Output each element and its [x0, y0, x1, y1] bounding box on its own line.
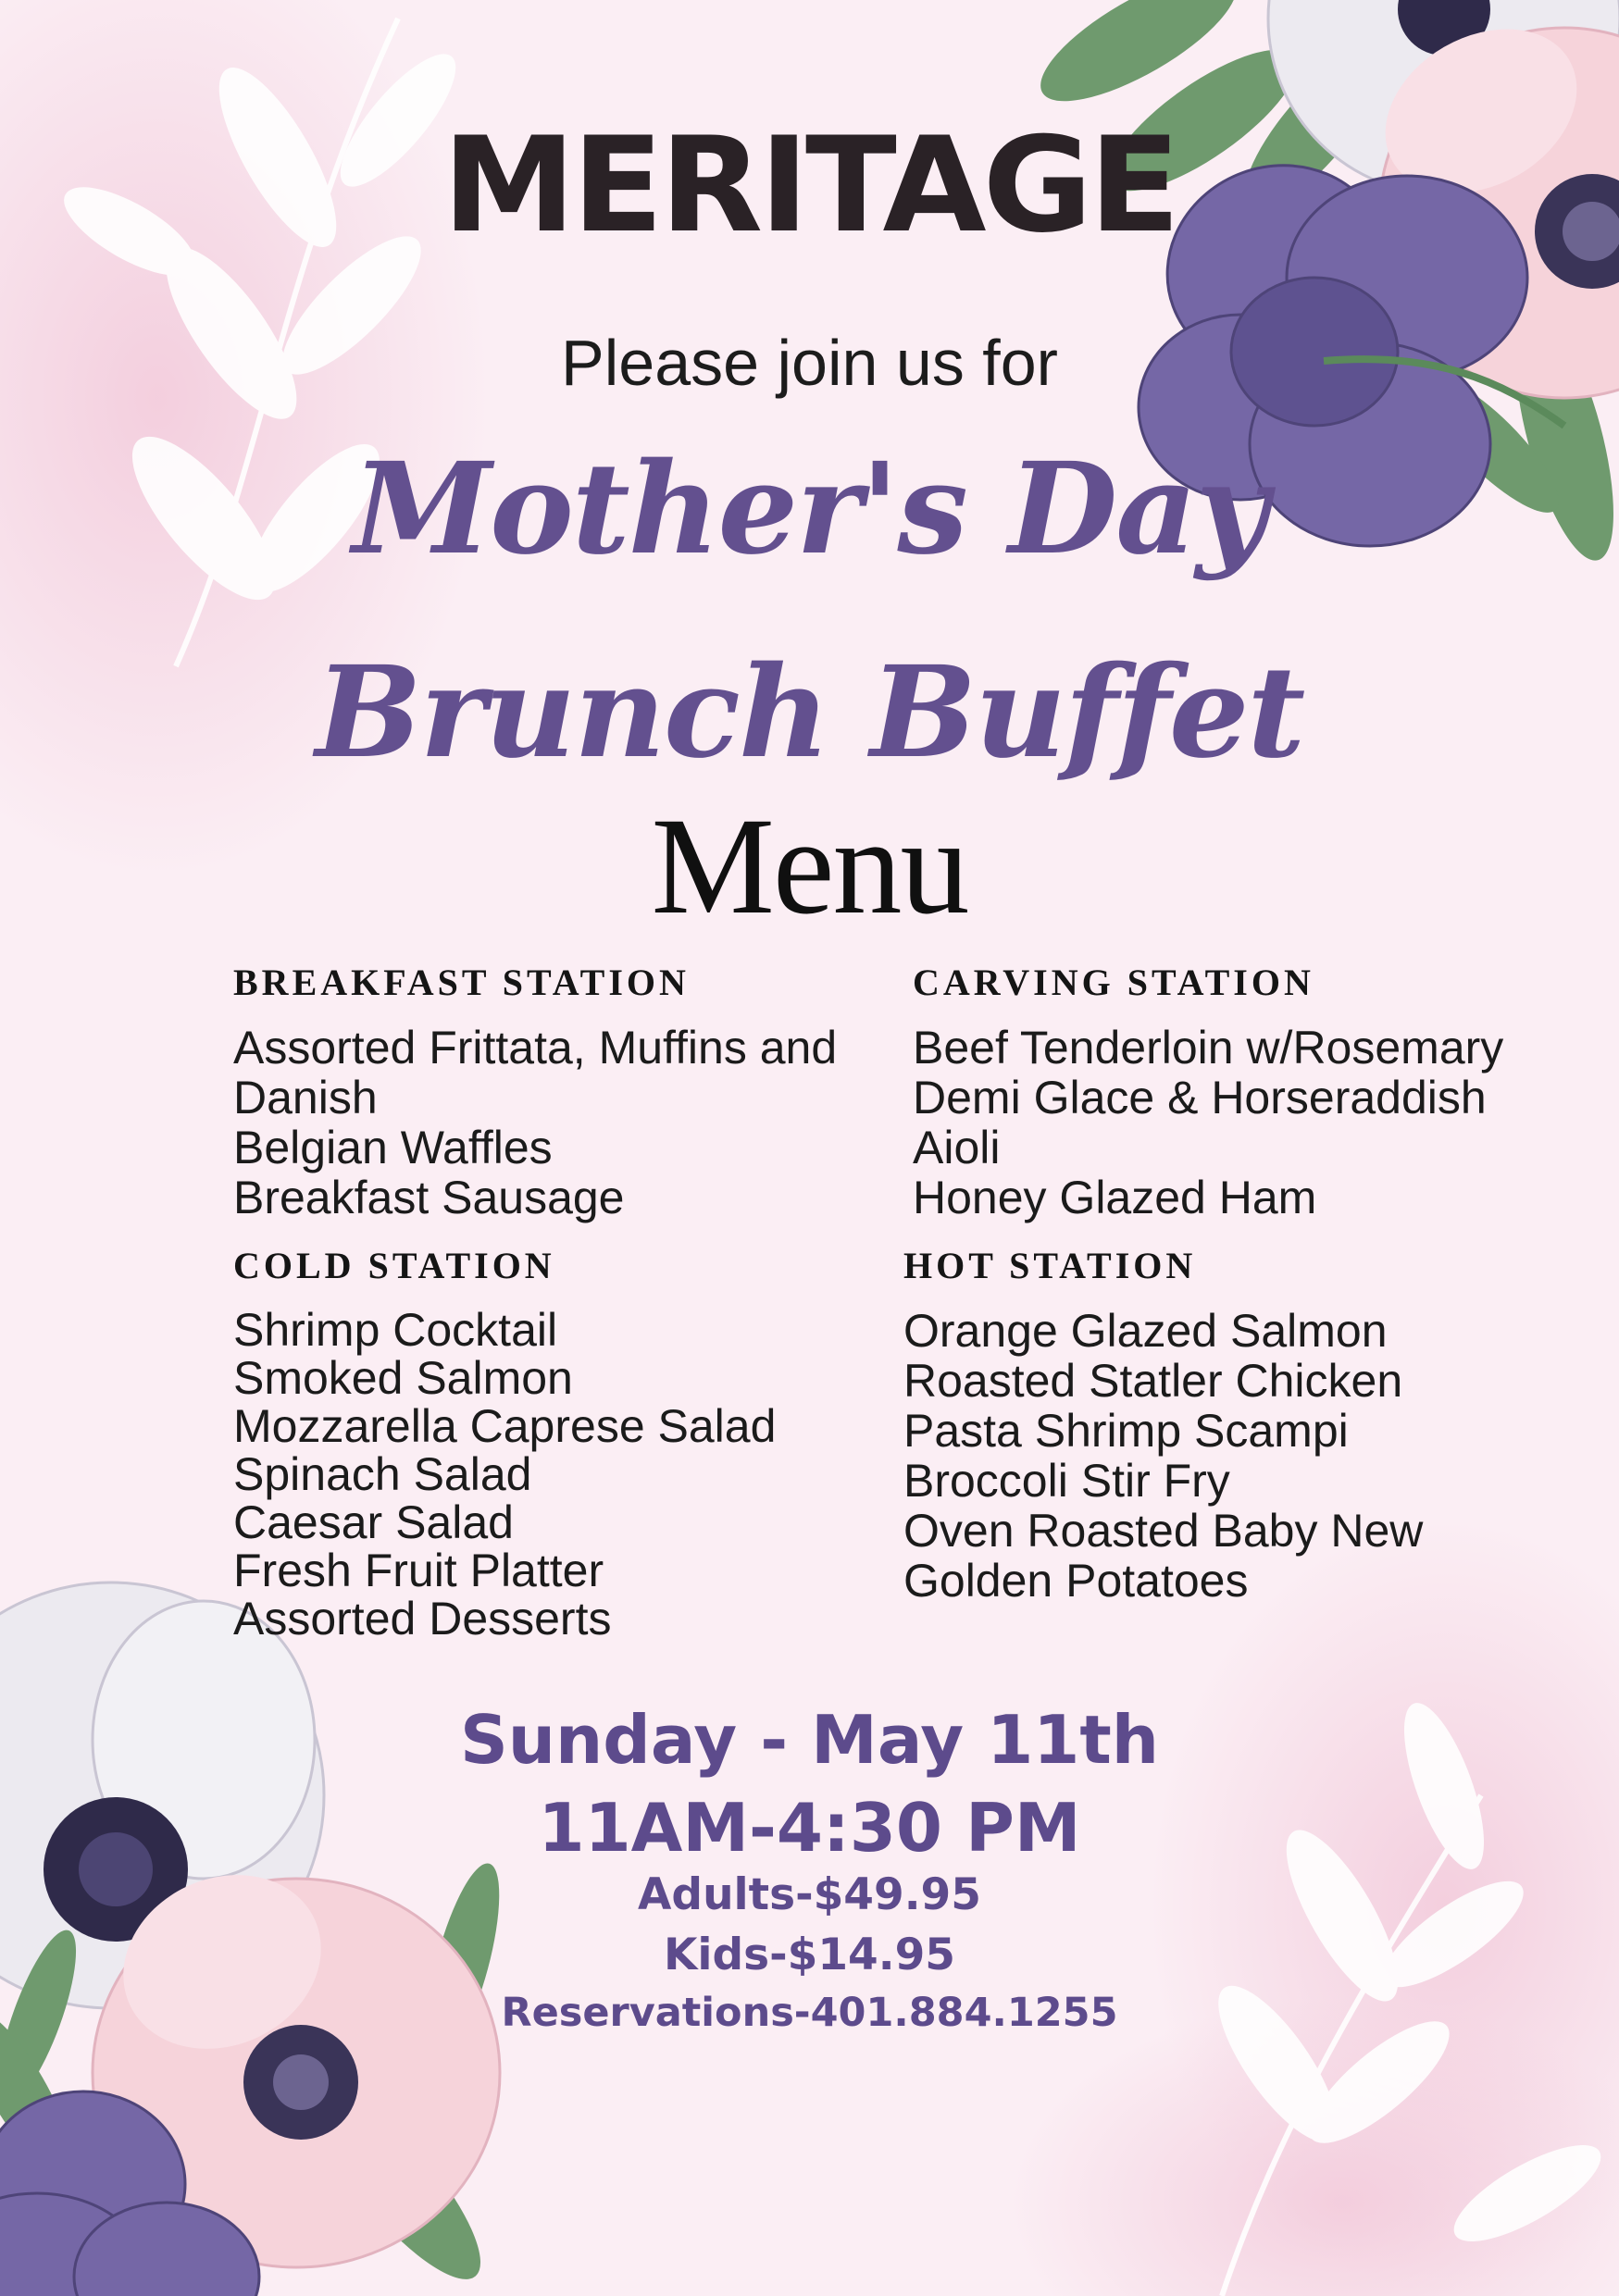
list-item: Demi Glace & Horseraddish	[913, 1072, 1487, 1123]
event-title-line1: Mother's Day	[352, 435, 1267, 583]
kids-price: Kids-$14.95	[663, 1930, 956, 1980]
carving-station	[913, 961, 1503, 1222]
item-list	[903, 1306, 1423, 1606]
item-list	[913, 1023, 1503, 1222]
list-item: Roasted Statler Chicken	[903, 1355, 1403, 1407]
list-item: Assorted Frittata, Muffins and	[233, 1022, 838, 1074]
invite-intro: Please join us for	[561, 327, 1058, 399]
section-title: HOT STATION	[903, 1245, 1197, 1286]
list-item: Mozzarella Caprese Salad	[233, 1400, 777, 1452]
list-item: Oven Roasted Baby New	[903, 1505, 1424, 1557]
item-list	[233, 1023, 837, 1222]
list-item: Smoked Salmon	[233, 1352, 573, 1404]
reservations-phone: Reservations-401.884.1255	[501, 1990, 1118, 2036]
breakfast-station	[233, 961, 837, 1222]
adult-price: Adults-$49.95	[638, 1869, 981, 1920]
list-item: Honey Glazed Ham	[913, 1172, 1317, 1223]
brand-logo: MERITAGE	[442, 109, 1177, 262]
list-item: Belgian Waffles	[233, 1122, 553, 1173]
cold-station	[233, 1244, 776, 1643]
list-item: Spinach Salad	[233, 1448, 532, 1500]
section-title: COLD STATION	[233, 1245, 555, 1286]
list-item: Assorted Desserts	[233, 1593, 612, 1644]
list-item: Fresh Fruit Platter	[233, 1545, 604, 1596]
list-item: Shrimp Cocktail	[233, 1304, 558, 1356]
section-title: BREAKFAST STATION	[233, 962, 690, 1003]
list-item: Broccoli Stir Fry	[903, 1455, 1230, 1507]
list-item: Breakfast Sausage	[233, 1172, 625, 1223]
event-date: Sunday - May 11th	[459, 1701, 1160, 1779]
list-item: Beef Tenderloin w/Rosemary	[913, 1022, 1504, 1074]
list-item: Pasta Shrimp Scampi	[903, 1405, 1349, 1457]
menu-heading: Menu	[651, 789, 968, 943]
list-item: Caesar Salad	[233, 1496, 514, 1548]
event-time: 11AM-4:30 PM	[538, 1789, 1081, 1867]
list-item: Danish	[233, 1072, 378, 1123]
item-list	[233, 1306, 776, 1643]
event-title-line2: Brunch Buffet	[315, 639, 1304, 787]
hot-station	[903, 1244, 1423, 1606]
list-item: Golden Potatoes	[903, 1555, 1249, 1607]
list-item: Orange Glazed Salmon	[903, 1305, 1388, 1357]
section-title: CARVING STATION	[913, 962, 1314, 1003]
list-item: Aioli	[913, 1122, 1001, 1173]
